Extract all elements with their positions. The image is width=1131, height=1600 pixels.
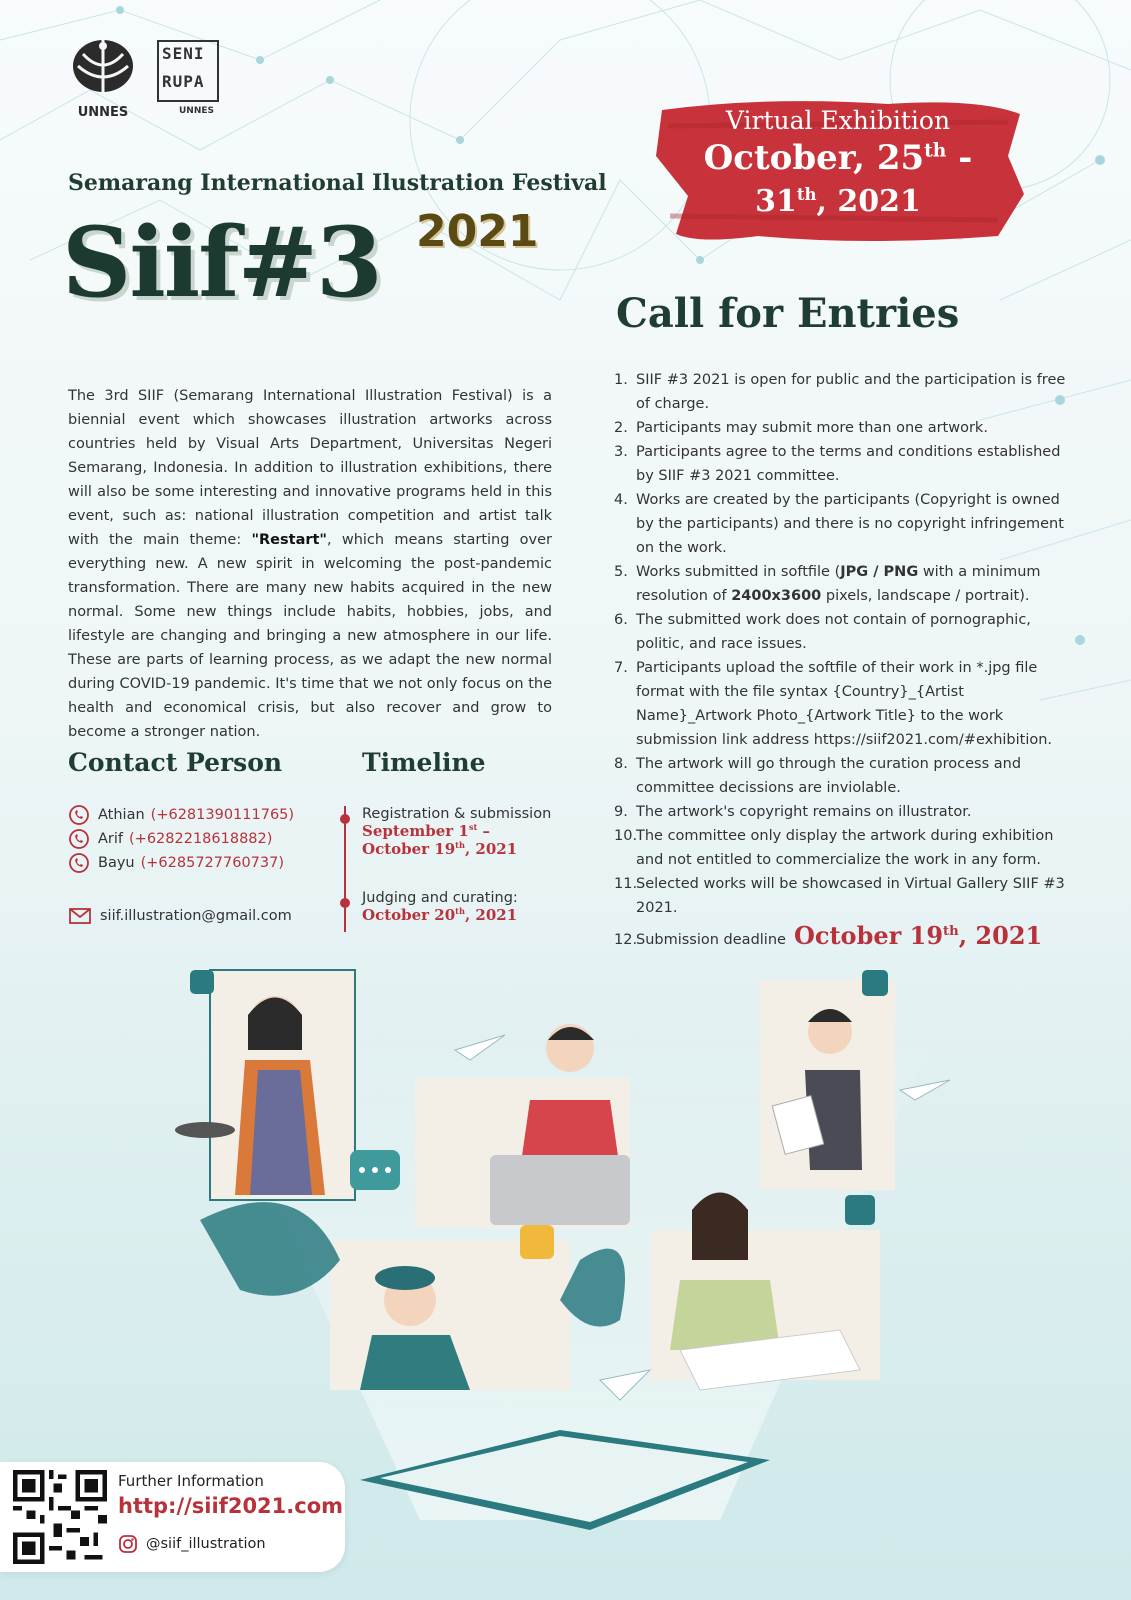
contact-heading: Contact Person [68, 748, 283, 777]
seni-rupa-logo [157, 40, 223, 120]
contact-phone[interactable]: (+6285727760737) [140, 855, 285, 871]
siif-year: 2021 [416, 206, 539, 257]
virtual-exhibition-label: Virtual Exhibition [725, 106, 951, 135]
timeline-label: Registration & submission [362, 806, 552, 822]
instagram-handle: @siif_illustration [146, 1536, 266, 1552]
qr-code[interactable] [13, 1470, 107, 1564]
list-item: 9. The artwork's copyright remains on illustrator. [614, 804, 972, 820]
instagram-icon [118, 1534, 138, 1554]
contact-phone[interactable]: (+6282218618882) [129, 831, 273, 847]
unnes-logo [68, 36, 138, 120]
contact-phone[interactable]: (+6281390111765) [150, 807, 295, 823]
contact-name: Arif [98, 831, 124, 847]
list-item: 12. Submission deadline October 19th, 2021 [614, 921, 1043, 950]
call-for-entries-list [614, 368, 1074, 952]
seni-label: SENI [162, 44, 205, 63]
contact-name: Athian [98, 807, 145, 823]
list-item: 10. The committee only display the artwork during exhibition and not entitled to commercialize the work in any form. [614, 828, 1054, 868]
list-item: 7. Participants upload the softfile of their work in *.jpg file format with the file syntax {Country}_{Artist Name}_Artwork Photo_{Artwork Title} to the work submission link address https://siif2021.com/#exhibition. [614, 660, 1053, 748]
list-item: 6. The submitted work does not contain of pornographic, politic, and race issues. [614, 612, 1031, 652]
timeline-item-registration [362, 806, 551, 858]
mail-icon [68, 906, 92, 926]
further-info-card [0, 1462, 345, 1572]
instagram-row[interactable] [118, 1534, 266, 1554]
timeline-date: October 20th, 2021 [362, 906, 518, 924]
virtual-exhibition-banner [648, 96, 1028, 246]
exhibition-dates-line2: 31th, 2021 [755, 184, 921, 219]
list-item: 1. SIIF #3 2021 is open for public and the participation is free of charge. [614, 372, 1066, 412]
timeline [342, 806, 562, 948]
timeline-label: Judging and curating: [362, 890, 518, 906]
timeline-date: October 19th, 2021 [362, 840, 518, 858]
siif-title: Siif#3 [62, 206, 381, 319]
list-item: 5. Works submitted in softfile (JPG / PNG with a minimum resolution of 2400x3600 pixels, landscape / portrait). [614, 564, 1041, 604]
list-item: 8. The artwork will go through the curation process and committee decissions are inviolable. [614, 756, 1022, 796]
contact-row [68, 827, 348, 851]
list-item: 4. Works are created by the participants (Copyright is owned by the participants) and there is no copyright infringement on the work. [614, 492, 1064, 556]
timeline-date: September 1st – [362, 822, 491, 840]
festival-name: Semarang International Ilustration Festival [68, 170, 607, 196]
whatsapp-icon [68, 828, 90, 850]
email-row [68, 906, 292, 926]
unnes-label: UNNES [77, 105, 129, 120]
theme-text: "Restart" [251, 532, 327, 548]
contact-name: Bayu [98, 855, 135, 871]
exhibition-dates-line1: October, 25th - [703, 138, 973, 178]
intro-paragraph: The 3rd SIIF (Semarang International Illustration Festival) is a biennial event which showcases illustration artworks across countries held by Visual Arts Department, Universitas Negeri Semarang, Indonesia. In addition to illustration exhibitions, there will also be some interesting and innovative programs held in this event, such as: national illustration competition and artist talk with the main theme: "Restart", which means starting over everything new. A new spirit in welcoming the post-pandemic transformation. There are many new habits acquired in the new normal. Some new things include habits, hobbies, jobs, and lifestyle are changing and bringing a new atmosphere in our life. These are parts of learning process, as we adapt the new normal during COVID-19 pandemic. It's time that we not only focus on the health and economical crisis, but also recover and grow to become a stronger nation. [68, 388, 552, 740]
seni-sub-label: UNNES [179, 106, 215, 116]
website-link[interactable]: http://siif2021.com [118, 1494, 344, 1518]
contact-email[interactable]: siif.illustration@gmail.com [100, 908, 292, 924]
further-info-label: Further Information [118, 1472, 264, 1490]
timeline-heading: Timeline [362, 748, 486, 777]
call-for-entries-heading: Call for Entries [616, 290, 960, 337]
deadline-date: October 19th, 2021 [793, 921, 1043, 950]
list-item: 3. Participants agree to the terms and conditions established by SIIF #3 2021 committee. [614, 444, 1061, 484]
contact-row [68, 803, 348, 827]
whatsapp-icon [68, 804, 90, 826]
whatsapp-icon [68, 852, 90, 874]
rupa-label: RUPA [162, 72, 205, 91]
list-item: 2. Participants may submit more than one artwork. [614, 420, 988, 436]
contact-list [68, 803, 348, 875]
timeline-item-judging [362, 890, 518, 924]
list-item: 11. Selected works will be showcased in Virtual Gallery SIIF #3 2021. [614, 876, 1065, 916]
contact-row [68, 851, 348, 875]
